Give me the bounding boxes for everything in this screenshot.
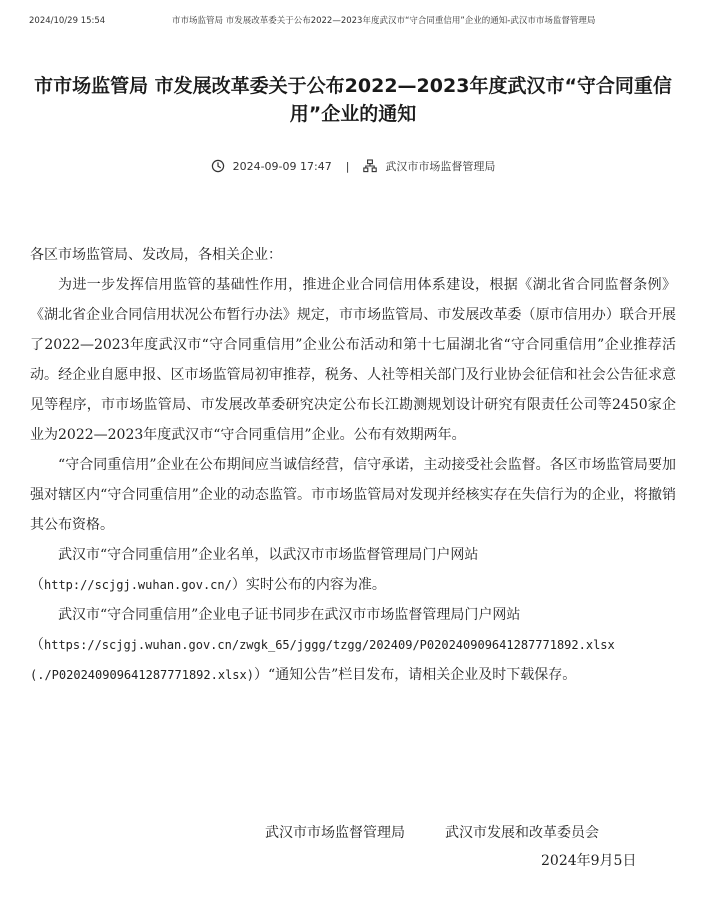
salutation: 各区市场监管局、发改局，各相关企业： xyxy=(30,247,282,263)
clock-icon xyxy=(211,159,225,173)
paragraph-4-text: 武汉市“守合同重信用”企业电子证书同步在武汉市市场监督管理局门户网站（ xyxy=(30,607,521,653)
article-meta xyxy=(0,157,706,175)
paragraph-1: 为进一步发挥信用监管的基础性作用，推进企业合同信用体系建设，根据《湖北省合同监督条例》《湖北省企业合同信用状况公布暂行办法》规定，市市场监管局、市发展改革委（原市信用办）联合开展了2022—2023年度武汉市“守合同重信用”企业公布活动和第十七届湖北省“守合同重信用”企业推荐活动。经企业自愿申报、区市场监管局初审推荐，税务、人社等相关部门及行业协会征信和社会公告征求意见等程序，市市场监管局、市发展改革委研究决定公布长江勘测规划设计研究有限责任公司等2450家企业为2022—2023年度武汉市“守合同重信用”企业。公布有效期两年。 xyxy=(30,277,676,443)
print-header xyxy=(0,14,706,28)
paragraph-2: “守合同重信用”企业在公布期间应当诚信经营，信守承诺，主动接受社会监督。各区市场监管局要加强对辖区内“守合同重信用”企业的动态监管。市市场监管局对发现并经核实存在失信行为的企业，将撤销其公布资格。 xyxy=(30,457,676,533)
print-page-title: 市市场监管局 市发展改革委关于公布2022—2023年度武汉市“守合同重信用”企业的通知-武汉市市场监督管理局 xyxy=(172,16,596,26)
certificate-link[interactable]: https://scjgj.wuhan.gov.cn/zwgk_65/jggg/tzgg/202409/P020240909641287771892.xlsx xyxy=(44,638,615,652)
article-body xyxy=(30,240,676,690)
meta-separator: | xyxy=(345,159,350,173)
article-title: 市市场监管局 市发展改革委关于公布2022—2023年度武汉市“守合同重信用”企业的通知 xyxy=(34,75,672,125)
certificate-file-link[interactable]: (./P020240909641287771892.xlsx) xyxy=(30,668,254,682)
signature-date: 2024年9月5日 xyxy=(541,853,637,869)
article-source: 武汉市市场监督管理局 xyxy=(385,160,496,173)
signature-org-market: 武汉市市场监督管理局 xyxy=(265,825,405,841)
org-chart-icon xyxy=(363,159,377,173)
signature-org-ndrc: 武汉市发展和改革委员会 xyxy=(445,825,599,841)
print-datetime: 2024/10/29 15:54 xyxy=(29,16,106,26)
signature-orgs xyxy=(265,818,599,848)
publish-time: 2024-09-09 17:47 xyxy=(232,159,332,173)
paragraph-4 xyxy=(30,600,676,690)
paragraph-3 xyxy=(30,540,676,600)
paragraph-3-end: ）实时公布的内容为准。 xyxy=(231,577,386,593)
paragraph-3-text: 武汉市“守合同重信用”企业名单，以武汉市市场监督管理局门户网站（ xyxy=(30,547,479,593)
paragraph-4-end: ）“通知公告”栏目发布，请相关企业及时下载保存。 xyxy=(253,667,577,683)
portal-link[interactable]: http://scjgj.wuhan.gov.cn/ xyxy=(44,578,232,592)
